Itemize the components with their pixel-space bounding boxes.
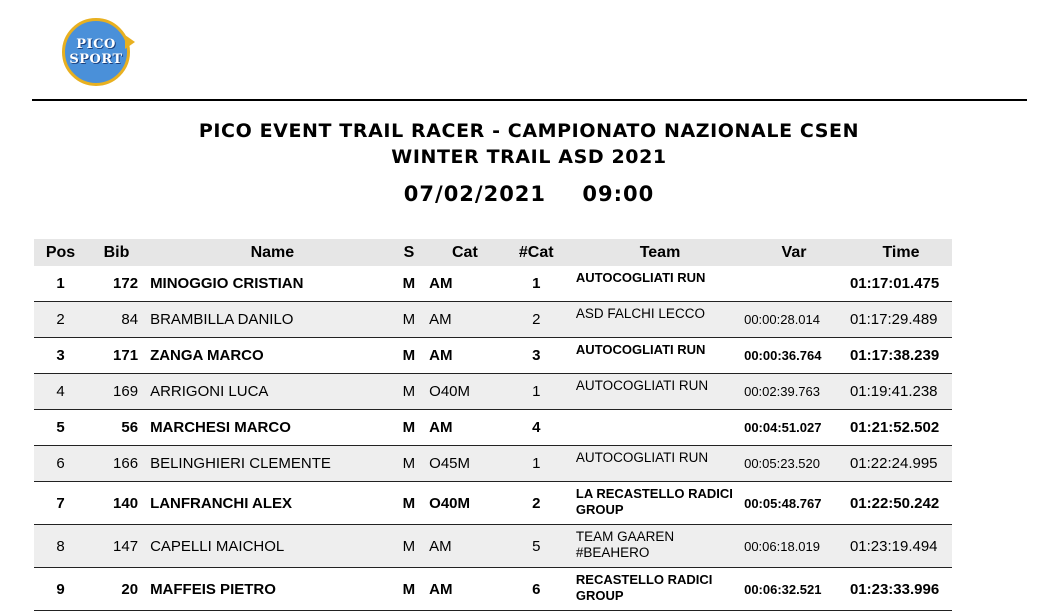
cell-time: 01:17:01.475 bbox=[844, 266, 952, 302]
cell-bib: 140 bbox=[87, 482, 146, 525]
cell-var: 00:05:23.520 bbox=[744, 446, 844, 482]
cell-team: LA RECASTELLO RADICI GROUP bbox=[572, 482, 744, 525]
event-time: 09:00 bbox=[582, 182, 655, 206]
cell-var: 00:00:28.014 bbox=[744, 302, 844, 338]
table-row bbox=[34, 446, 952, 482]
cell-cat: AM bbox=[423, 302, 500, 338]
cell-cat-rank: 5 bbox=[501, 525, 572, 568]
column-header-time: Time bbox=[844, 239, 952, 266]
cell-pos: 9 bbox=[34, 568, 87, 611]
cell-time: 01:22:50.242 bbox=[844, 482, 952, 525]
cell-sex: M bbox=[395, 410, 424, 446]
cell-bib: 171 bbox=[87, 338, 146, 374]
cell-var: 00:05:48.767 bbox=[744, 482, 844, 525]
cell-var: 00:02:39.763 bbox=[744, 374, 844, 410]
cell-cat: O45M bbox=[423, 446, 500, 482]
column-header-var: Var bbox=[744, 239, 844, 266]
cell-cat-rank: 1 bbox=[501, 446, 572, 482]
cell-pos: 5 bbox=[34, 410, 87, 446]
cell-team: RECASTELLO RADICI GROUP bbox=[572, 568, 744, 611]
cell-pos: 4 bbox=[34, 374, 87, 410]
event-date: 07/02/2021 bbox=[403, 182, 547, 206]
table-header-row bbox=[34, 239, 952, 266]
cell-team: ASD FALCHI LECCO bbox=[572, 302, 744, 338]
cell-name: LANFRANCHI ALEX bbox=[146, 482, 395, 525]
table-row bbox=[34, 302, 952, 338]
cell-cat: AM bbox=[423, 410, 500, 446]
column-header-cat-rank: #Cat bbox=[501, 239, 572, 266]
cell-cat-rank: 4 bbox=[501, 410, 572, 446]
cell-pos: 1 bbox=[34, 266, 87, 302]
cell-cat: AM bbox=[423, 266, 500, 302]
cell-time: 01:17:38.239 bbox=[844, 338, 952, 374]
column-header-team: Team bbox=[572, 239, 744, 266]
cell-name: BELINGHIERI CLEMENTE bbox=[146, 446, 395, 482]
cell-cat-rank: 1 bbox=[501, 374, 572, 410]
cell-sex: M bbox=[395, 302, 424, 338]
cell-name: CAPELLI MAICHOL bbox=[146, 525, 395, 568]
cell-time: 01:23:19.494 bbox=[844, 525, 952, 568]
cell-cat-rank: 6 bbox=[501, 568, 572, 611]
cell-sex: M bbox=[395, 266, 424, 302]
logo-line2: SPORT bbox=[69, 52, 123, 67]
cell-name: ARRIGONI LUCA bbox=[146, 374, 395, 410]
column-header-cat: Cat bbox=[423, 239, 500, 266]
cell-cat: AM bbox=[423, 568, 500, 611]
cell-pos: 3 bbox=[34, 338, 87, 374]
cell-time: 01:19:41.238 bbox=[844, 374, 952, 410]
cell-sex: M bbox=[395, 525, 424, 568]
cell-team: AUTOCOGLIATI RUN bbox=[572, 374, 744, 410]
cell-sex: M bbox=[395, 338, 424, 374]
arrow-icon bbox=[125, 35, 135, 49]
cell-time: 01:17:29.489 bbox=[844, 302, 952, 338]
column-header-bib: Bib bbox=[87, 239, 146, 266]
cell-bib: 84 bbox=[87, 302, 146, 338]
cell-name: MAFFEIS PIETRO bbox=[146, 568, 395, 611]
cell-var: 00:06:32.521 bbox=[744, 568, 844, 611]
cell-team: TEAM GAAREN #BEAHERO bbox=[572, 525, 744, 568]
table-row bbox=[34, 266, 952, 302]
cell-name: MARCHESI MARCO bbox=[146, 410, 395, 446]
table-row bbox=[34, 525, 952, 568]
pico-sport-logo bbox=[62, 18, 130, 86]
cell-time: 01:22:24.995 bbox=[844, 446, 952, 482]
cell-cat-rank: 3 bbox=[501, 338, 572, 374]
logo-line1: PICO bbox=[76, 37, 116, 52]
event-datetime bbox=[0, 182, 1058, 206]
cell-cat-rank: 2 bbox=[501, 302, 572, 338]
cell-sex: M bbox=[395, 446, 424, 482]
cell-time: 01:21:52.502 bbox=[844, 410, 952, 446]
cell-cat: AM bbox=[423, 525, 500, 568]
cell-cat: O40M bbox=[423, 482, 500, 525]
cell-bib: 172 bbox=[87, 266, 146, 302]
table-row bbox=[34, 482, 952, 525]
cell-pos: 8 bbox=[34, 525, 87, 568]
cell-team: AUTOCOGLIATI RUN bbox=[572, 338, 744, 374]
page-title-line1: PICO EVENT TRAIL RACER - CAMPIONATO NAZIONALE CSEN bbox=[198, 120, 860, 142]
cell-var: 00:06:18.019 bbox=[744, 525, 844, 568]
column-header-name: Name bbox=[146, 239, 395, 266]
cell-cat: O40M bbox=[423, 374, 500, 410]
cell-sex: M bbox=[395, 482, 424, 525]
cell-sex: M bbox=[395, 568, 424, 611]
cell-sex: M bbox=[395, 374, 424, 410]
cell-time: 01:23:33.996 bbox=[844, 568, 952, 611]
cell-bib: 56 bbox=[87, 410, 146, 446]
cell-var bbox=[744, 266, 844, 302]
header-divider bbox=[32, 99, 1027, 101]
cell-team bbox=[572, 410, 744, 446]
cell-var: 00:00:36.764 bbox=[744, 338, 844, 374]
cell-name: MINOGGIO CRISTIAN bbox=[146, 266, 395, 302]
results-table bbox=[34, 239, 952, 611]
cell-team: AUTOCOGLIATI RUN bbox=[572, 266, 744, 302]
cell-cat-rank: 2 bbox=[501, 482, 572, 525]
cell-bib: 20 bbox=[87, 568, 146, 611]
page-title-line2: WINTER TRAIL ASD 2021 bbox=[391, 146, 667, 168]
cell-pos: 2 bbox=[34, 302, 87, 338]
cell-bib: 169 bbox=[87, 374, 146, 410]
table-row bbox=[34, 338, 952, 374]
cell-bib: 147 bbox=[87, 525, 146, 568]
cell-cat: AM bbox=[423, 338, 500, 374]
cell-pos: 7 bbox=[34, 482, 87, 525]
cell-name: ZANGA MARCO bbox=[146, 338, 395, 374]
cell-cat-rank: 1 bbox=[501, 266, 572, 302]
column-header-sex: S bbox=[395, 239, 424, 266]
table-row bbox=[34, 374, 952, 410]
cell-team: AUTOCOGLIATI RUN bbox=[572, 446, 744, 482]
column-header-pos: Pos bbox=[34, 239, 87, 266]
cell-bib: 166 bbox=[87, 446, 146, 482]
cell-var: 00:04:51.027 bbox=[744, 410, 844, 446]
cell-name: BRAMBILLA DANILO bbox=[146, 302, 395, 338]
cell-pos: 6 bbox=[34, 446, 87, 482]
table-row bbox=[34, 410, 952, 446]
table-row bbox=[34, 568, 952, 611]
